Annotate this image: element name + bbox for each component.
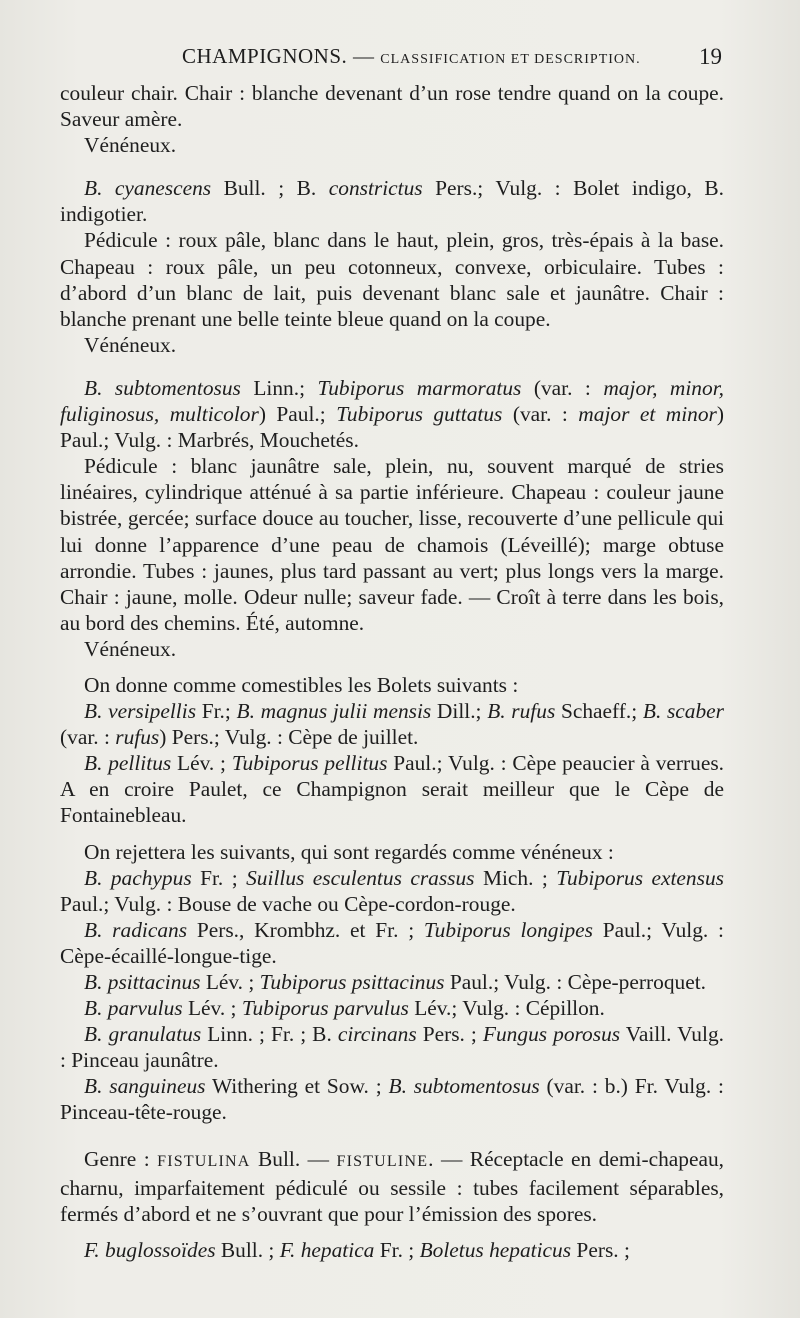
- species-pachypus: B. pachypus Fr. ; Suillus esculentus crassus Mich. ; Tubiporus extensus Paul.; Vulg. : Bouse de vache ou Cèpe-cordon-rouge.: [60, 865, 724, 916]
- species-granulatus: B. granulatus Linn. ; Fr. ; B. circinans Pers. ; Fungus porosus Vaill. Vulg. : Pinceau jaunâtre.: [60, 1022, 724, 1073]
- page-number: 19: [699, 44, 722, 69]
- species-description: Pédicule : blanc jaunâtre sale, plein, nu, souvent marqué de stries linéaires, cylindrique atténué à sa partie inférieure. Chapeau : couleur jaune bistrée, gercée; surface douce au toucher, lisse, recouverte d’une pellicule qui lui donne l’apparence d’une peau de chamois (Léveillé); marge obtuse arrondie. Tubes : jaunes, plus tard passant au vert; plus longs vers la marge. Chair : jaune, molle. Odeur nulle; saveur fade. — Croît à terre dans les bois, au bord des chemins. Été, automne.: [60, 454, 724, 635]
- running-head-separator: —: [347, 44, 381, 68]
- species-psittacinus: B. psittacinus Lév. ; Tubiporus psittacinus Paul.; Vulg. : Cèpe-perroquet.: [84, 970, 706, 994]
- running-head-main: CHAMPIGNONS.: [182, 44, 348, 68]
- species-description: Pédicule : roux pâle, blanc dans le haut, plein, gros, très-épais à la base. Chapeau : roux pâle, un peu cotonneux, convexe, orbiculaire. Tubes : d’abord d’un blanc de lait, puis devenant blanc sale et jaunâtre. Chair : blanche prenant une belle teinte bleue quand on la coupe.: [60, 228, 724, 331]
- paragraph-toxicity: Vénéneux.: [84, 332, 177, 357]
- paragraph-toxicity: Vénéneux.: [84, 133, 177, 158]
- paragraph-toxicity: Vénéneux.: [84, 636, 177, 661]
- page-body: [60, 80, 724, 1263]
- species-fistulina: F. buglossoïdes Bull. ; F. hepatica Fr. ; Boletus hepaticus Pers. ;: [84, 1237, 630, 1262]
- species-cyanescens: B. cyanescens Bull. ; B. constrictus Pers.; Vulg. : Bolet indigo, B. indigotier.: [60, 176, 724, 227]
- species-sanguineus: B. sanguineus Withering et Sow. ; B. subtomentosus (var. : b.) Fr. Vulg. : Pinceau-tête-rouge.: [60, 1074, 724, 1125]
- poisonous-intro: On rejettera les suivants, qui sont regardés comme vénéneux :: [84, 839, 614, 864]
- species-parvulus: B. parvulus Lév. ; Tubiporus parvulus Lév.; Vulg. : Cépillon.: [84, 996, 605, 1021]
- species-radicans: B. radicans Pers., Krombhz. et Fr. ; Tubiporus longipes Paul.; Vulg. : Cèpe-écaillé-longue-tige.: [60, 917, 724, 968]
- running-head: [182, 44, 641, 69]
- species-name: B. cyanescens: [84, 176, 212, 201]
- running-head-subtitle: CLASSIFICATION ET DESCRIPTION.: [380, 52, 641, 67]
- species-subtomentosus: B. subtomentosus Linn.; Tubiporus marmoratus (var. : major, minor, fuliginosus, multicolor) Paul.; Tubiporus guttatus (var. : major et minor) Paul.; Vulg. : Marbrés, Mouchetés.: [60, 375, 724, 453]
- page-header: [0, 44, 800, 74]
- edible-intro: On donne comme comestibles les Bolets suivants :: [84, 672, 519, 697]
- species-pellitus: B. pellitus Lév. ; Tubiporus pellitus Paul.; Vulg. : Cèpe peaucier à verrues. A en croire Paulet, ce Champignon serait meilleur que le Cèpe de Fontainebleau.: [60, 751, 724, 828]
- genus-fistulina: Genre : FISTULINA Bull. — FISTULINE. — Réceptacle en demi-chapeau, charnu, imparfaitement pédiculé ou sessile : tubes facilement séparables, fermés d’abord et ne s’ouvrant que pour l’émission des spores.: [60, 1146, 724, 1226]
- species-versipellis: B. versipellis Fr.; B. magnus julii mensis Dill.; B. rufus Schaeff.; B. scaber (var. : rufus) Pers.; Vulg. : Cèpe de juillet.: [60, 699, 725, 750]
- paragraph-continuation: couleur chair. Chair : blanche devenant d’un rose tendre quand on la coupe. Saveur amère.: [60, 81, 724, 132]
